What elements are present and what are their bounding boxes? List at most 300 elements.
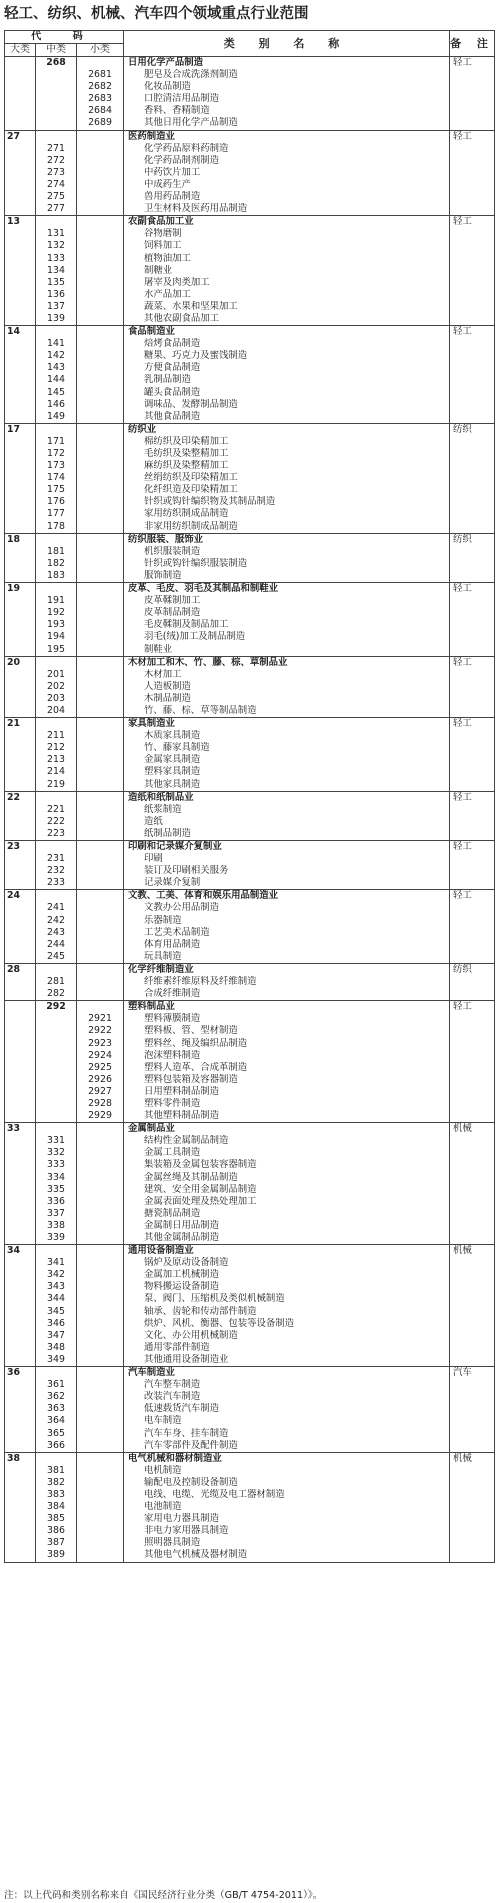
major-code [5,828,35,840]
major-code [5,619,35,631]
major-code [5,1220,35,1232]
header-major: 大类 [5,44,36,57]
cell-category-name [124,1001,450,1123]
category-name: 改装汽车制造 [144,1391,201,1403]
cell-minor-code [77,216,124,326]
category-name: 造纸和纸制品业 [128,791,194,803]
cell-note [450,1245,495,1367]
major-code: 21 [7,718,21,730]
major-code [5,915,35,927]
major-code [5,521,35,533]
cell-category-name [124,57,450,131]
cell-note [450,718,495,792]
major-code [5,362,35,374]
industry-group [5,718,495,792]
industry-group [5,1001,495,1123]
note [450,877,494,889]
cell-minor-code [77,963,124,1000]
category-name: 输配电及控制设备制造 [144,1476,238,1488]
industry-group [5,583,495,657]
note [450,81,494,93]
major-code [5,1403,35,1415]
major-code [5,1013,35,1025]
mid-code: 334 [47,1171,65,1183]
note [450,1537,494,1549]
mid-code [36,583,76,595]
minor-code [77,534,123,546]
mid-code: 243 [47,926,65,938]
minor-code [77,1501,123,1513]
category-name: 针织或钩针编织服装制造 [144,557,248,569]
mid-code: 146 [47,398,65,410]
major-code [5,705,35,717]
note [450,1208,494,1220]
mid-code [36,890,76,902]
major-code [5,558,35,570]
mid-code: 149 [47,410,65,422]
cell-note [450,130,495,216]
mid-code: 202 [47,680,65,692]
major-code [5,1269,35,1281]
major-code [5,1391,35,1403]
mid-code: 173 [47,460,65,472]
major-code [5,1330,35,1342]
industry-group [5,216,495,326]
cell-note [450,1367,495,1453]
minor-code [77,1342,123,1354]
note: 轻工 [453,326,472,338]
cell-minor-code [77,718,124,792]
mid-code: 364 [47,1415,65,1427]
mid-code: 176 [47,496,65,508]
major-code [5,1549,35,1561]
cell-mid-code [36,1245,77,1367]
category-name: 汽车制造业 [128,1367,175,1379]
mid-code: 338 [47,1219,65,1231]
cell-major-code [5,1245,36,1367]
category-name: 金属工具制造 [144,1147,201,1159]
cell-major-code [5,890,36,964]
note [450,203,494,215]
minor-code [77,1293,123,1305]
category-name: 印刷和记录媒介复制业 [128,841,222,852]
note [450,167,494,179]
mid-code: 201 [47,668,65,680]
major-code [5,644,35,656]
minor-code [77,508,123,520]
minor-code [77,240,123,252]
category-name: 通用设备制造业 [128,1245,194,1257]
category-name: 电线、电缆、光缆及电工器材制造 [144,1488,285,1500]
industry-group [5,533,495,582]
category-name: 金属丝绳及其制品制造 [144,1171,238,1183]
minor-code [77,1208,123,1220]
category-name: 医药制造业 [128,130,175,142]
category-name: 纤维素纤维原料及纤维制造 [144,976,257,988]
major-code [5,167,35,179]
note [450,1062,494,1074]
minor-code [77,705,123,717]
industry-group [5,57,495,131]
category-name: 化学纤维制造业 [128,963,194,975]
cell-major-code [5,1452,36,1562]
category-name: 记录媒介复制 [144,877,201,889]
category-name: 造纸 [144,815,163,827]
note [450,766,494,778]
major-code [5,853,35,865]
mid-code: 203 [47,692,65,704]
minor-code [77,1172,123,1184]
minor-code [77,976,123,988]
minor-code [77,742,123,754]
mid-code: 387 [47,1537,65,1549]
header-mid: 中类 [36,44,77,57]
category-name: 其他农副食品加工 [144,312,220,324]
cell-mid-code [36,533,77,582]
major-code [5,1147,35,1159]
header-code: 代 码 [5,31,124,44]
mid-code [36,1367,76,1379]
major-code [5,1208,35,1220]
mid-code: 386 [47,1525,65,1537]
mid-code: 343 [47,1281,65,1293]
minor-code [77,902,123,914]
cell-mid-code [36,656,77,717]
category-name: 香料、香精制造 [144,105,210,117]
category-name: 家具制造业 [128,718,175,730]
minor-code [77,779,123,791]
minor-code [77,619,123,631]
category-name: 塑料板、管、型材制造 [144,1025,238,1037]
cell-mid-code [36,130,77,216]
category-name: 丝绢纺织及印染精加工 [144,472,238,484]
minor-code [77,853,123,865]
note [450,289,494,301]
mid-code [36,718,76,730]
minor-code [77,277,123,289]
mid-code: 349 [47,1353,65,1365]
category-name: 木材加工和木、竹、藤、棕、草制品业 [128,656,288,668]
category-name: 调味品、发酵制品制造 [144,398,238,410]
mid-code: 336 [47,1195,65,1207]
minor-code [77,607,123,619]
major-code [5,1415,35,1427]
note [450,277,494,289]
mid-code: 135 [47,276,65,288]
category-name: 通用零部件制造 [144,1341,210,1353]
mid-code: 292 [46,1001,66,1013]
mid-code: 222 [47,815,65,827]
note: 机械 [453,1245,472,1257]
category-name: 棉纺织及印染精加工 [144,435,229,447]
minor-code [77,1123,123,1135]
note: 机械 [453,1123,472,1135]
minor-code [77,1135,123,1147]
note [450,1306,494,1318]
category-name: 农副食品加工业 [128,216,194,228]
major-code [5,1489,35,1501]
minor-code [77,1428,123,1440]
major-code [5,595,35,607]
minor-code [77,362,123,374]
major-code [5,399,35,411]
major-code [5,460,35,472]
minor-code [77,374,123,386]
minor-code [77,1257,123,1269]
note [450,228,494,240]
category-name: 其他塑料制品制造 [144,1110,220,1122]
major-code: 18 [7,533,21,545]
category-name: 建筑、安全用金属制品制造 [144,1183,257,1195]
mid-code: 134 [47,264,65,276]
minor-code [77,1330,123,1342]
note [450,669,494,681]
mid-code [36,1062,76,1074]
cell-note [450,1452,495,1562]
industry-group [5,656,495,717]
category-name: 泵、阀门、压缩机及类似机械制造 [144,1293,285,1305]
note: 纺织 [453,423,472,435]
cell-note [450,1123,495,1245]
minor-code [77,424,123,436]
major-code [5,1465,35,1477]
major-code [5,277,35,289]
minor-code [77,1415,123,1427]
note [450,1086,494,1098]
mid-code: 221 [47,803,65,815]
note [450,1025,494,1037]
note [450,558,494,570]
minor-code [77,595,123,607]
note [450,730,494,742]
category-name: 塑料包装箱及容器制造 [144,1073,238,1085]
note: 汽车 [453,1367,472,1379]
category-name: 锅炉及原动设备制造 [144,1257,229,1269]
note: 轻工 [453,656,472,668]
major-code [5,816,35,828]
note: 轻工 [453,216,472,228]
major-code [5,508,35,520]
cell-minor-code [77,423,124,533]
major-code [5,1172,35,1184]
minor-code [77,1477,123,1489]
minor-code [77,1001,123,1013]
category-name: 乐器制造 [144,914,182,926]
minor-code [77,1403,123,1415]
minor-code [77,988,123,1000]
mid-code: 131 [47,228,65,240]
note [450,448,494,460]
minor-code: 2929 [88,1110,112,1122]
minor-code [77,436,123,448]
minor-code [77,583,123,595]
cell-major-code [5,718,36,792]
cell-major-code [5,656,36,717]
category-name: 水产品加工 [144,288,191,300]
category-name: 屠宰及肉类加工 [144,276,210,288]
note [450,1013,494,1025]
minor-code [77,338,123,350]
mid-code: 241 [47,902,65,914]
category-name: 结构性金属制品制造 [144,1135,229,1147]
minor-code [77,387,123,399]
category-name: 服饰制造 [144,569,182,581]
minor-code [77,804,123,816]
minor-code [77,792,123,804]
major-code [5,607,35,619]
category-name: 制鞋业 [144,643,173,655]
cell-major-code [5,1123,36,1245]
mid-code: 382 [47,1476,65,1488]
mid-code: 141 [47,338,65,350]
cell-minor-code [77,1123,124,1245]
note [450,1501,494,1513]
major-code [5,1086,35,1098]
minor-code [77,191,123,203]
mid-code: 348 [47,1341,65,1353]
mid-code: 281 [47,976,65,988]
mid-code: 383 [47,1488,65,1500]
category-name: 木材加工 [144,668,182,680]
minor-code [77,1147,123,1159]
minor-code [77,644,123,656]
mid-code: 381 [47,1464,65,1476]
major-code [5,754,35,766]
note [450,1257,494,1269]
cell-mid-code [36,326,77,424]
cell-mid-code [36,216,77,326]
cell-category-name [124,791,450,840]
note [450,521,494,533]
note [450,1098,494,1110]
mid-code: 275 [47,191,65,203]
note [450,117,494,129]
mid-code: 139 [47,312,65,324]
mid-code: 143 [47,362,65,374]
note [450,143,494,155]
mid-code: 365 [47,1427,65,1439]
note [450,1038,494,1050]
category-name: 文教办公用品制造 [144,902,220,914]
mid-code: 273 [47,166,65,178]
category-name: 泡沫塑料制造 [144,1049,201,1061]
major-code [5,877,35,889]
minor-code [77,754,123,766]
major-code [5,669,35,681]
category-name: 金属家具制造 [144,754,201,766]
minor-code: 2682 [88,81,112,93]
major-code [5,265,35,277]
cell-mid-code [36,890,77,964]
mid-code [36,1123,76,1135]
cell-major-code [5,423,36,533]
note: 轻工 [453,841,472,852]
major-code [5,1074,35,1086]
major-code: 17 [7,423,21,435]
minor-code [77,399,123,411]
note [450,595,494,607]
minor-code [77,951,123,963]
minor-code [77,143,123,155]
category-name: 机织服装制造 [144,545,201,557]
cell-category-name [124,1452,450,1562]
minor-code: 2925 [88,1061,112,1073]
cell-minor-code [77,1001,124,1123]
note [450,1477,494,1489]
mid-code: 362 [47,1391,65,1403]
category-name: 其他日用化学产品制造 [144,117,238,129]
minor-code [77,1159,123,1171]
category-name: 集装箱及金属包装容器制造 [144,1159,257,1171]
major-code [5,448,35,460]
mid-code: 274 [47,178,65,190]
minor-code [77,1196,123,1208]
category-name: 其他电气机械及器材制造 [144,1549,248,1561]
minor-code [77,289,123,301]
mid-code: 389 [47,1549,65,1561]
note [450,1172,494,1184]
category-name: 汽车车身、挂车制造 [144,1427,229,1439]
minor-code: 2689 [88,117,112,129]
cell-minor-code [77,130,124,216]
note [450,951,494,963]
category-name: 电车制造 [144,1415,182,1427]
mid-code: 191 [47,595,65,607]
category-name: 羽毛(绒)加工及制品制造 [144,631,246,643]
minor-code: 2922 [88,1025,112,1037]
note [450,976,494,988]
category-name: 纸制品制造 [144,827,191,839]
major-code [5,693,35,705]
minor-code [77,570,123,582]
mid-code [36,657,76,669]
category-name: 汽车零部件及配件制造 [144,1439,238,1451]
mid-code: 331 [47,1135,65,1147]
major-code [5,313,35,325]
cell-minor-code [77,656,124,717]
minor-code [77,1367,123,1379]
note [450,742,494,754]
major-code: 24 [7,890,21,902]
cell-category-name [124,130,450,216]
category-name: 塑料制品业 [128,1001,175,1013]
note [450,484,494,496]
minor-code [77,411,123,423]
note [450,1428,494,1440]
major-code [5,1050,35,1062]
minor-code: 2923 [88,1037,112,1049]
cell-major-code [5,326,36,424]
category-name: 纸浆制造 [144,803,182,815]
note: 轻工 [453,890,472,902]
category-name: 电池制造 [144,1501,182,1513]
category-name: 兽用药品制造 [144,191,201,203]
mid-code: 214 [47,766,65,778]
category-name: 中成药生产 [144,178,191,190]
category-name: 家用纺织制成品制造 [144,508,229,520]
note [450,1415,494,1427]
mid-code: 171 [47,435,65,447]
minor-code: 2921 [88,1013,112,1025]
mid-code [36,1074,76,1086]
category-name: 化纤织造及印染精加工 [144,484,238,496]
mid-code: 219 [47,778,65,790]
major-code [5,301,35,313]
cell-minor-code [77,583,124,657]
note [450,1525,494,1537]
cell-minor-code [77,1245,124,1367]
major-code [5,951,35,963]
